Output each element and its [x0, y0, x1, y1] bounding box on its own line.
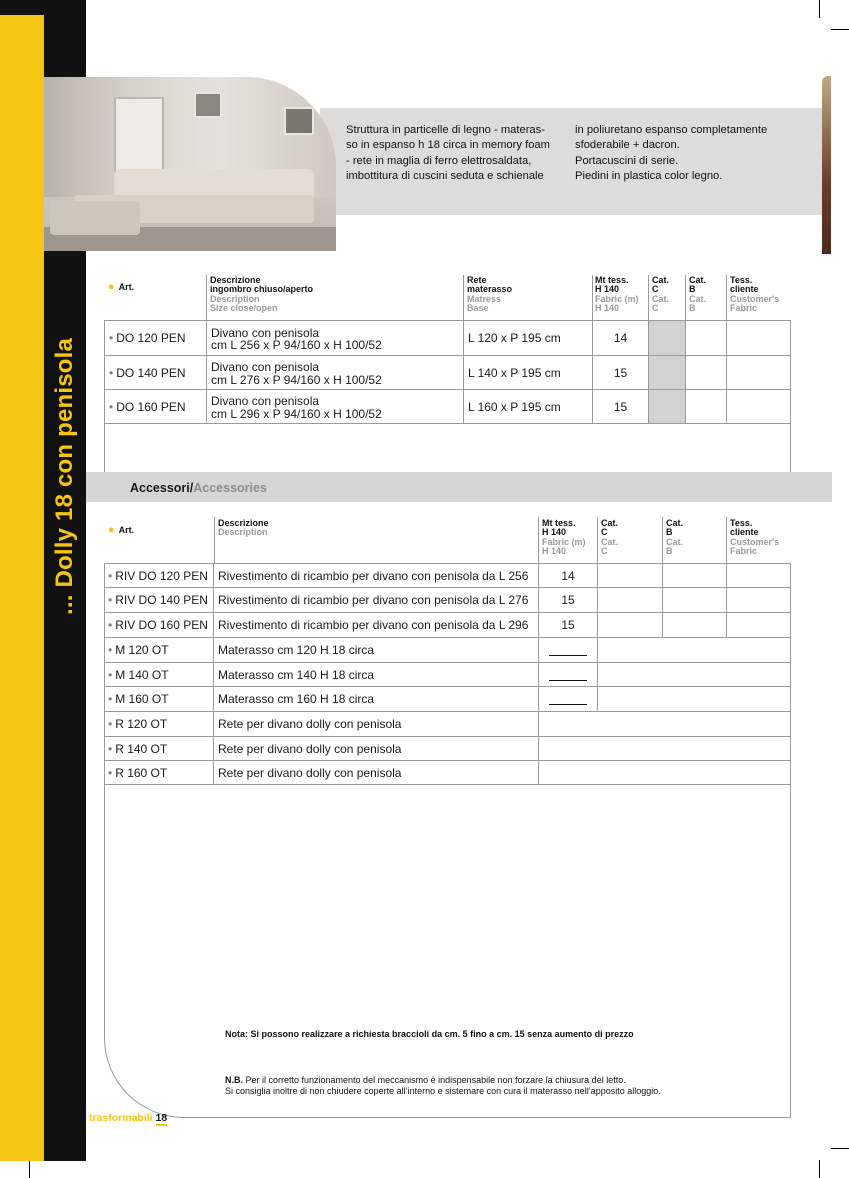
cell-merged[interactable]	[598, 663, 790, 686]
cell-cat-b[interactable]	[663, 588, 727, 612]
cell-rete: L 140 x P 195 cm	[464, 356, 593, 389]
col-header-customer-fabric: Tess. cliente Customer's Fabric	[730, 275, 780, 314]
cell-art: • M 160 OT	[105, 687, 214, 711]
description-line: so in espanso h 18 circa in memory foam	[346, 139, 550, 152]
cell-cat-c[interactable]	[598, 613, 663, 637]
nb-text	[225, 1075, 661, 1097]
nb-line-1: Per il corretto funzionamento del meccanismo è indispensabile non forzare la chiusura del letto.	[243, 1075, 626, 1085]
table-row	[105, 356, 790, 390]
cell-description: Divano con penisola cm L 256 x P 94/160 x H 100/52	[207, 321, 464, 355]
nb-line-2: Si consiglia inoltre di non chiudere coperte all’interno e sistemare con cura il materasso nell’apposito alloggio.	[225, 1086, 661, 1097]
cell-fabric-mt: 14	[539, 564, 598, 587]
cell-cat-c[interactable]	[649, 356, 686, 389]
cell-cat-c[interactable]	[649, 321, 686, 355]
description-line: imbottitura di cuscini seduta e schienale	[346, 169, 544, 182]
table-row	[105, 588, 790, 613]
description-line: Piedini in plastica color legno.	[575, 169, 723, 182]
crop-mark	[819, 1160, 820, 1178]
main-table	[104, 320, 791, 472]
header-divider	[206, 275, 207, 320]
cell-art: • R 120 OT	[105, 712, 214, 736]
description-line: sfoderabile + dacron.	[575, 139, 680, 152]
header-divider	[648, 275, 649, 320]
header-divider	[592, 275, 593, 320]
cell-description: Rivestimento di ricambio per divano con penisola da L 256	[214, 564, 539, 587]
acc-col-header-art: ● Art.	[108, 524, 135, 536]
cell-art: • M 140 OT	[105, 663, 214, 686]
header-divider	[538, 517, 539, 563]
cell-cat-b[interactable]	[663, 613, 727, 637]
cell-cat-b[interactable]	[686, 356, 727, 389]
table-row	[105, 761, 790, 785]
header-divider	[662, 517, 663, 563]
cell-description: Materasso cm 140 H 18 circa	[214, 663, 539, 686]
cell-fabric-mt: 15	[539, 588, 598, 612]
col-header-cat-c: Cat. C Cat. C	[652, 275, 670, 314]
cell-fabric-mt: 15	[539, 613, 598, 637]
cell-merged[interactable]	[539, 737, 790, 760]
nb-label: N.B.	[225, 1075, 243, 1085]
description-line: Struttura in particelle di legno - materas-	[346, 124, 545, 136]
cell-customer-fabric[interactable]	[727, 588, 790, 612]
cell-customer-fabric[interactable]	[727, 613, 790, 637]
table-row	[105, 321, 790, 356]
cell-description: Rete per divano dolly con penisola	[214, 737, 539, 760]
bullet-dot: ●	[108, 281, 115, 293]
footer-label: trasformabili	[89, 1112, 153, 1124]
table-row	[105, 687, 790, 712]
cell-art: • M 120 OT	[105, 638, 214, 662]
crop-mark	[831, 1148, 849, 1149]
cell-cat-c[interactable]	[598, 588, 663, 612]
acc-col-header-cat-c: Cat. C Cat. C	[601, 518, 619, 557]
header-divider	[463, 275, 464, 320]
cell-customer-fabric[interactable]	[727, 564, 790, 587]
table-row	[105, 737, 790, 761]
cell-art: • DO 140 PEN	[105, 356, 207, 389]
cell-description: Divano con penisola cm L 276 x P 94/160 x H 100/52	[207, 356, 464, 389]
cell-cat-c[interactable]	[649, 390, 686, 423]
cell-fabric-mt: 14	[593, 321, 649, 355]
notes-frame	[104, 783, 791, 1118]
crop-mark	[831, 29, 849, 30]
blank-field	[549, 693, 587, 705]
cell-description: Materasso cm 120 H 18 circa	[214, 638, 539, 662]
bullet-dot: ●	[108, 524, 115, 536]
nota-text: Nota: Si possono realizzare a richiesta braccioli da cm. 5 fino a cm. 15 senza aumento di prezzo	[225, 1029, 634, 1039]
cell-art: • R 160 OT	[105, 761, 214, 784]
side-band-accent	[0, 15, 44, 1161]
cell-description: Divano con penisola cm L 296 x P 94/160 x H 100/52	[207, 390, 464, 423]
col-header-cat-b: Cat. B Cat. B	[689, 275, 707, 314]
table-row	[105, 390, 790, 424]
description-line: - rete in maglia di ferro elettrosaldata,	[346, 154, 532, 167]
col-header-description: Descrizione ingombro chiuso/aperto Description Size close/open	[210, 275, 314, 314]
cell-fabric-mt	[539, 663, 598, 686]
cell-customer-fabric[interactable]	[727, 356, 790, 389]
cell-customer-fabric[interactable]	[727, 390, 790, 423]
acc-col-header-fabric-mt: Mt tess. H 140 Fabric (m) H 140	[542, 518, 586, 557]
blank-field	[549, 644, 587, 656]
description-line: Portacuscini di serie.	[575, 154, 679, 167]
cell-art: • RIV DO 120 PEN	[105, 564, 214, 587]
col-header-rete: Rete materasso Matress Base	[467, 275, 513, 314]
page-number: 18	[155, 1112, 168, 1124]
description-right	[575, 123, 815, 184]
cell-customer-fabric[interactable]	[727, 321, 790, 355]
table-row	[105, 564, 790, 588]
header-divider	[685, 275, 686, 320]
col-header-art: ● Art.	[108, 281, 135, 293]
cell-art: • RIV DO 160 PEN	[105, 613, 214, 637]
table-row	[105, 712, 790, 737]
cell-description: Rivestimento di ricambio per divano con penisola da L 296	[214, 613, 539, 637]
cell-fabric-mt: 15	[593, 356, 649, 389]
crop-mark	[819, 0, 820, 18]
description-left	[346, 123, 564, 184]
table-row	[105, 638, 790, 663]
acc-col-header-description: Descrizione Description	[218, 518, 269, 538]
cell-description: Rete per divano dolly con penisola	[214, 712, 539, 736]
cell-cat-b[interactable]	[663, 564, 727, 587]
cell-art: • DO 160 PEN	[105, 390, 207, 423]
accessories-table	[104, 563, 791, 784]
table-row	[105, 613, 790, 638]
product-photo	[44, 77, 336, 251]
page-title: ... Dolly 18 con penisola	[51, 337, 78, 615]
blank-field	[549, 669, 587, 681]
cell-merged[interactable]	[539, 712, 790, 736]
cell-fabric-mt	[539, 687, 598, 711]
table-row	[105, 663, 790, 687]
header-divider	[214, 517, 215, 563]
description-line: in poliuretano espanso completamente	[575, 124, 768, 136]
cell-rete: L 160 x P 195 cm	[464, 390, 593, 423]
cell-merged[interactable]	[539, 761, 790, 784]
header-divider	[726, 517, 727, 563]
cell-cat-c[interactable]	[598, 564, 663, 587]
acc-col-header-cat-b: Cat. B Cat. B	[666, 518, 684, 557]
cell-description: Materasso cm 160 H 18 circa	[214, 687, 539, 711]
cell-art: • DO 120 PEN	[105, 321, 207, 355]
cell-description: Rete per divano dolly con penisola	[214, 761, 539, 784]
cell-fabric-mt: 15	[593, 390, 649, 423]
footer	[89, 1112, 167, 1124]
crop-mark	[29, 1160, 30, 1178]
acc-col-header-customer-fabric: Tess. cliente Customer's Fabric	[730, 518, 780, 557]
col-header-fabric-mt: Mt tess. H 140 Fabric (m) H 140	[595, 275, 639, 314]
cell-fabric-mt	[539, 638, 598, 662]
cell-merged[interactable]	[598, 638, 790, 662]
cell-merged[interactable]	[598, 687, 790, 711]
cell-rete: L 120 x P 195 cm	[464, 321, 593, 355]
product-photo-edge	[822, 76, 831, 254]
accessories-title: Accessori/Accessories	[130, 481, 267, 495]
header-divider	[597, 517, 598, 563]
cell-cat-b[interactable]	[686, 321, 727, 355]
cell-cat-b[interactable]	[686, 390, 727, 423]
header-divider	[726, 275, 727, 320]
cell-art: • R 140 OT	[105, 737, 214, 760]
cell-art: • RIV DO 140 PEN	[105, 588, 214, 612]
cell-description: Rivestimento di ricambio per divano con penisola da L 276	[214, 588, 539, 612]
